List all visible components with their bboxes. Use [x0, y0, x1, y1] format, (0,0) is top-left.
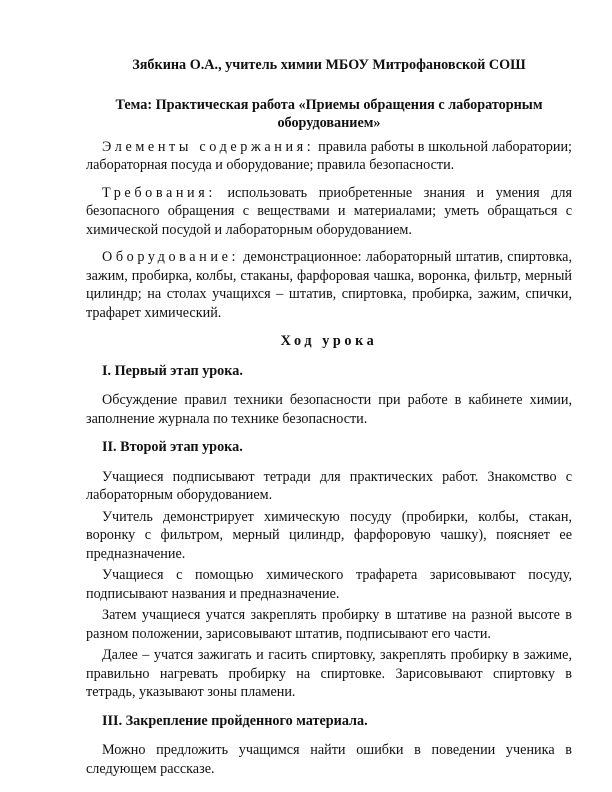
content-elements-text: правила работы в школьной лаборатории; лабораторная посуда и оборудование; правила безопасности.	[86, 138, 572, 173]
lesson-heading: Ход урока	[280, 333, 378, 349]
stage1-paragraph: Обсуждение правил техники безопасности при работе в кабинете химии, заполнение журнала по технике безопасности.	[86, 392, 572, 427]
stage2-paragraph: Учащиеся подписывают тетради для практических работ. Знакомство с лабораторным оборудованием.	[86, 468, 572, 503]
stage3-paragraph: Можно предложить учащимся найти ошибки в поведении ученика в следующем рассказе.	[86, 742, 572, 777]
requirements-paragraph	[86, 184, 572, 240]
content-elements-paragraph	[86, 138, 572, 175]
stage2-paragraph: Учитель демонстрирует химическую посуду (пробирки, колбы, стакан, воронку с фильтром, мерный цилиндр, фарфоровую чашку), поясняет ее предназначение.	[86, 508, 572, 562]
requirements-text: использовать приобретенные знания и умения для безопасного обращения с веществами и материалами; уметь обращаться с химической посудой и лабораторным оборудованием.	[86, 184, 572, 238]
topic-title: Тема: Практическая работа «Приемы обращения с лабораторным оборудованием»	[115, 96, 543, 131]
equipment-label: Оборудование:	[102, 249, 240, 265]
stage2-paragraph: Учащиеся с помощью химического трафарета зарисовывают посуду, подписывают названия и предназначение.	[86, 567, 572, 602]
stage2-title: II. Второй этап урока.	[102, 439, 243, 455]
content-elements-label: Элементы содержания:	[102, 138, 315, 155]
requirements-label: Требования:	[102, 184, 216, 201]
equipment-text: демонстрационное: лабораторный штатив, спиртовка, зажим, пробирка, колбы, стаканы, фарфоровая чашка, воронка, фильтр, мерный цилиндр; на столах учащихся – штатив, спиртовка, пробирка, зажим, спички, трафарет химический.	[86, 249, 572, 321]
stage2-paragraph: Затем учащиеся учатся закреплять пробирку в штативе на разной высоте в разном положении, зарисовывают штатив, подписывают его части.	[86, 607, 572, 642]
stage2-paragraph: Далее – учатся зажигать и гасить спиртовку, закреплять пробирку в зажиме, правильно нагревать пробирку на спиртовке. Зарисовывают спиртовку в тетрадь, указывают зоны пламени.	[86, 647, 572, 700]
stage1-title: I. Первый этап урока.	[102, 362, 243, 379]
equipment-paragraph	[86, 248, 572, 322]
author-line: Зябкина О.А., учитель химии МБОУ Митрофановской СОШ	[132, 57, 526, 73]
stage3-title: III. Закрепление пройденного материала.	[102, 712, 368, 729]
